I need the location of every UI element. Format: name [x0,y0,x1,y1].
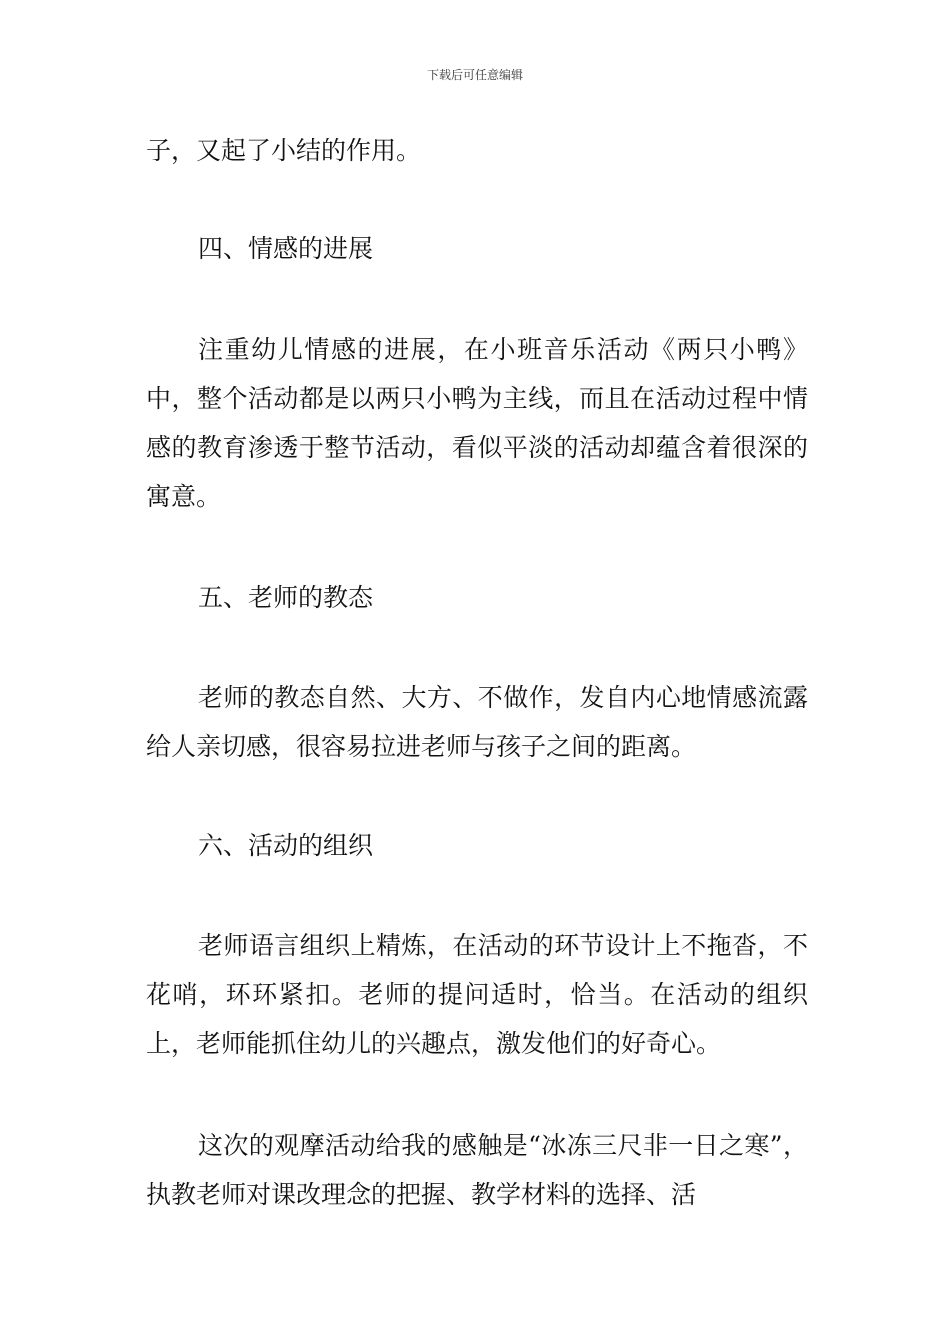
section-heading-4: 四、情感的进展 [198,234,374,263]
paragraph-section-5: 老师的教态自然、大方、不做作，发自内心地情感流露给人亲切感，很容易拉进老师与孩子之间的距离。 [146,683,808,761]
paragraph-section-4: 注重幼儿情感的进展，在小班音乐活动《两只小鸭》中，整个活动都是以两只小鸭为主线，而且在活动过程中情感的教育渗透于整节活动，看似平淡的活动却蕴含着很深的寓意。 [146,335,808,511]
section-heading-5: 五、老师的教态 [198,583,374,612]
page-header: 下载后可任意编辑 [426,68,523,82]
section-heading-6: 六、活动的组织 [198,831,374,860]
paragraph-section-6: 老师语言组织上精炼，在活动的环节设计上不拖沓，不花哨，环环紧扣。老师的提问适时，恰当。在活动的组织上，老师能抓住幼儿的兴趣点，激发他们的好奇心。 [146,931,808,1058]
paragraph-continuation: 子，又起了小结的作用。 [146,136,422,165]
paragraph-summary: 这次的观摩活动给我的感触是“冰冻三尺非一日之寒”，执教老师对课改理念的把握、教学材料的选择、活 [146,1131,808,1209]
